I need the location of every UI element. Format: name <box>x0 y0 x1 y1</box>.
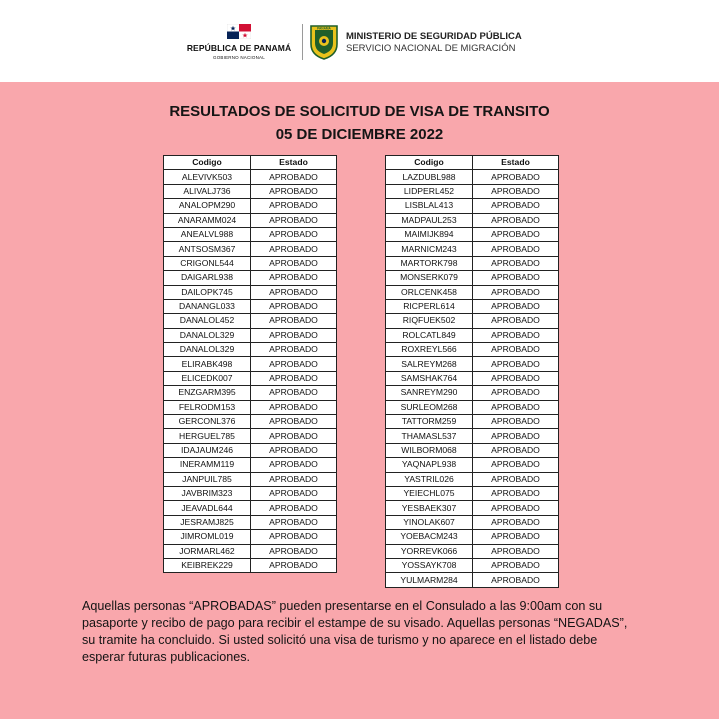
codigo-cell: THAMASL537 <box>386 429 473 443</box>
table-row <box>164 501 337 515</box>
table-row <box>164 285 337 299</box>
table-row <box>386 299 559 313</box>
table-row <box>386 530 559 544</box>
codigo-cell: ANALOPM290 <box>164 199 251 213</box>
codigo-cell: ELICEDK007 <box>164 371 251 385</box>
table-row <box>386 386 559 400</box>
table-row <box>386 328 559 342</box>
table-row <box>386 458 559 472</box>
codigo-cell: CRIGONL544 <box>164 256 251 270</box>
codigo-cell: ROXREYL566 <box>386 343 473 357</box>
estado-cell: APROBADO <box>473 429 559 443</box>
table-row <box>386 429 559 443</box>
estado-cell: APROBADO <box>473 386 559 400</box>
codigo-cell: MONSERK079 <box>386 271 473 285</box>
republic-title: REPÚBLICA DE PANAMÁ <box>186 43 292 53</box>
estado-cell: APROBADO <box>473 199 559 213</box>
table-row <box>164 170 337 184</box>
table-row <box>164 343 337 357</box>
table-row <box>164 199 337 213</box>
estado-cell: APROBADO <box>251 400 337 414</box>
table-row <box>164 256 337 270</box>
estado-cell: APROBADO <box>473 314 559 328</box>
table-row <box>164 271 337 285</box>
table-row <box>164 443 337 457</box>
estado-cell: APROBADO <box>473 515 559 529</box>
table-row <box>386 285 559 299</box>
document-title: RESULTADOS DE SOLICITUD DE VISA DE TRANSITO <box>169 103 550 120</box>
codigo-cell: WILBORM068 <box>386 443 473 457</box>
table-row <box>164 415 337 429</box>
codigo-cell: DANALOL329 <box>164 328 251 342</box>
table-row <box>386 443 559 457</box>
estado-cell: APROBADO <box>473 357 559 371</box>
estado-cell: APROBADO <box>473 371 559 385</box>
table-header-row <box>164 156 337 170</box>
codigo-cell: ORLCENK458 <box>386 285 473 299</box>
codigo-cell: DAIGARL938 <box>164 271 251 285</box>
table-row <box>386 314 559 328</box>
codigo-cell: YASTRIL026 <box>386 472 473 486</box>
codigo-cell: YEIECHL075 <box>386 486 473 500</box>
codigo-cell: SAMSHAK764 <box>386 371 473 385</box>
estado-cell: APROBADO <box>251 558 337 572</box>
estado-cell: APROBADO <box>473 558 559 572</box>
codigo-cell: ROLCATL849 <box>386 328 473 342</box>
codigo-cell: DANALOL329 <box>164 343 251 357</box>
results-table-left <box>163 155 337 573</box>
estado-cell: APROBADO <box>251 242 337 256</box>
column-header-codigo: Codigo <box>164 156 251 170</box>
column-header-estado: Estado <box>473 156 559 170</box>
codigo-cell: JORMARL462 <box>164 544 251 558</box>
estado-cell: APROBADO <box>251 530 337 544</box>
estado-cell: APROBADO <box>251 328 337 342</box>
codigo-cell: ANEALVL988 <box>164 227 251 241</box>
estado-cell: APROBADO <box>251 285 337 299</box>
estado-cell: APROBADO <box>251 299 337 313</box>
codigo-cell: MARNICM243 <box>386 242 473 256</box>
table-row <box>386 371 559 385</box>
codigo-cell: GERCONL376 <box>164 415 251 429</box>
codigo-cell: MARTORK798 <box>386 256 473 270</box>
table-row <box>164 357 337 371</box>
codigo-cell: YORREVK066 <box>386 544 473 558</box>
codigo-cell: LIDPERL452 <box>386 184 473 198</box>
table-row <box>164 458 337 472</box>
table-row <box>164 472 337 486</box>
table-row <box>164 486 337 500</box>
codigo-cell: YINOLAK607 <box>386 515 473 529</box>
codigo-cell: ENZGARM395 <box>164 386 251 400</box>
codigo-cell: ANTSOSM367 <box>164 242 251 256</box>
codigo-cell: MAIMIJK894 <box>386 227 473 241</box>
estado-cell: APROBADO <box>251 199 337 213</box>
table-row <box>164 429 337 443</box>
estado-cell: APROBADO <box>473 184 559 198</box>
table-row <box>164 314 337 328</box>
codigo-cell: YAQNAPL938 <box>386 458 473 472</box>
codigo-cell: FELRODM153 <box>164 400 251 414</box>
estado-cell: APROBADO <box>251 472 337 486</box>
estado-cell: APROBADO <box>251 443 337 457</box>
table-row <box>386 184 559 198</box>
table-row <box>386 213 559 227</box>
codigo-cell: YOEBACM243 <box>386 530 473 544</box>
table-row <box>164 371 337 385</box>
estado-cell: APROBADO <box>251 501 337 515</box>
estado-cell: APROBADO <box>473 486 559 500</box>
codigo-cell: TATTORM259 <box>386 415 473 429</box>
codigo-cell: ANARAMM024 <box>164 213 251 227</box>
estado-cell: APROBADO <box>251 271 337 285</box>
estado-cell: APROBADO <box>251 371 337 385</box>
ministry-block <box>346 31 522 54</box>
codigo-cell: JIMROML019 <box>164 530 251 544</box>
panama-flag-icon <box>227 24 251 39</box>
codigo-cell: YULMARM284 <box>386 573 473 587</box>
migration-shield-icon <box>309 24 339 60</box>
estado-cell: APROBADO <box>251 429 337 443</box>
table-row <box>164 213 337 227</box>
codigo-cell: RIQFUEK502 <box>386 314 473 328</box>
table-row <box>386 357 559 371</box>
table-row <box>164 558 337 572</box>
estado-cell: APROBADO <box>473 271 559 285</box>
table-header-row <box>386 156 559 170</box>
codigo-cell: DANALOL452 <box>164 314 251 328</box>
table-row <box>386 199 559 213</box>
codigo-cell: MADPAUL253 <box>386 213 473 227</box>
results-table-right <box>385 155 559 588</box>
table-row <box>386 472 559 486</box>
codigo-cell: KEIBREK229 <box>164 558 251 572</box>
estado-cell: APROBADO <box>473 443 559 457</box>
estado-cell: APROBADO <box>473 472 559 486</box>
codigo-cell: YOSSAYK708 <box>386 558 473 572</box>
codigo-cell: JANPUIL785 <box>164 472 251 486</box>
codigo-cell: ALIVALJ736 <box>164 184 251 198</box>
codigo-cell: DANANGL033 <box>164 299 251 313</box>
estado-cell: APROBADO <box>251 213 337 227</box>
estado-cell: APROBADO <box>473 227 559 241</box>
estado-cell: APROBADO <box>473 530 559 544</box>
estado-cell: APROBADO <box>251 515 337 529</box>
codigo-cell: HERGUEL785 <box>164 429 251 443</box>
document-date: 05 DE DICIEMBRE 2022 <box>275 126 444 143</box>
table-row <box>386 486 559 500</box>
header-divider <box>302 24 303 60</box>
table-row <box>386 573 559 587</box>
codigo-cell: JAVBRIM323 <box>164 486 251 500</box>
table-row <box>386 501 559 515</box>
codigo-cell: JESRAMJ825 <box>164 515 251 529</box>
estado-cell: APROBADO <box>473 285 559 299</box>
estado-cell: APROBADO <box>473 299 559 313</box>
table-row <box>386 271 559 285</box>
estado-cell: APROBADO <box>473 328 559 342</box>
codigo-cell: SURLEOM268 <box>386 400 473 414</box>
table-row <box>164 242 337 256</box>
header-bar <box>0 0 719 82</box>
table-row <box>164 515 337 529</box>
estado-cell: APROBADO <box>473 415 559 429</box>
republic-logo-block <box>183 24 295 60</box>
estado-cell: APROBADO <box>473 242 559 256</box>
estado-cell: APROBADO <box>473 544 559 558</box>
estado-cell: APROBADO <box>251 184 337 198</box>
ministry-subtitle: SERVICIO NACIONAL DE MIGRACIÓN <box>346 43 516 54</box>
codigo-cell: DAILOPK745 <box>164 285 251 299</box>
estado-cell: APROBADO <box>473 343 559 357</box>
shield-label: PANAMÁ <box>317 26 331 31</box>
codigo-cell: IDAJAUM246 <box>164 443 251 457</box>
table-row <box>164 400 337 414</box>
estado-cell: APROBADO <box>473 400 559 414</box>
estado-cell: APROBADO <box>473 458 559 472</box>
column-header-estado: Estado <box>251 156 337 170</box>
table-row <box>386 170 559 184</box>
table-row <box>386 558 559 572</box>
table-row <box>386 544 559 558</box>
table-row <box>164 530 337 544</box>
estado-cell: APROBADO <box>473 213 559 227</box>
codigo-cell: LISBLAL413 <box>386 199 473 213</box>
estado-cell: APROBADO <box>251 357 337 371</box>
estado-cell: APROBADO <box>251 415 337 429</box>
table-row <box>386 415 559 429</box>
table-row <box>164 184 337 198</box>
table-row <box>386 242 559 256</box>
codigo-cell: LAZDUBL988 <box>386 170 473 184</box>
estado-cell: APROBADO <box>251 314 337 328</box>
estado-cell: APROBADO <box>251 486 337 500</box>
table-row <box>386 227 559 241</box>
ministry-title: MINISTERIO DE SEGURIDAD PÚBLICA <box>346 31 522 42</box>
estado-cell: APROBADO <box>251 170 337 184</box>
table-row <box>386 343 559 357</box>
estado-cell: APROBADO <box>473 256 559 270</box>
table-row <box>386 400 559 414</box>
estado-cell: APROBADO <box>473 573 559 587</box>
table-row <box>164 227 337 241</box>
estado-cell: APROBADO <box>251 386 337 400</box>
estado-cell: APROBADO <box>473 170 559 184</box>
estado-cell: APROBADO <box>251 343 337 357</box>
codigo-cell: RICPERL614 <box>386 299 473 313</box>
codigo-cell: ELIRABK498 <box>164 357 251 371</box>
estado-cell: APROBADO <box>473 501 559 515</box>
estado-cell: APROBADO <box>251 544 337 558</box>
footer-notice: Aquellas personas “APROBADAS” pueden presentarse en el Consulado a las 9:00am con su pasaporte y recibo de pago para recibir el estampe de su visado. Aquellas personas “NEGADAS”, su tramite ha concluido. Si usted solicitó una visa de turismo y no aparece en el listado debe esperar futuras publicaciones. <box>82 599 628 664</box>
codigo-cell: SALREYM268 <box>386 357 473 371</box>
codigo-cell: YESBAEK307 <box>386 501 473 515</box>
table-row <box>386 515 559 529</box>
column-header-codigo: Codigo <box>386 156 473 170</box>
table-row <box>164 544 337 558</box>
estado-cell: APROBADO <box>251 256 337 270</box>
table-row <box>164 386 337 400</box>
codigo-cell: INERAMM119 <box>164 458 251 472</box>
codigo-cell: SANREYM290 <box>386 386 473 400</box>
estado-cell: APROBADO <box>251 227 337 241</box>
table-row <box>164 328 337 342</box>
codigo-cell: ALEVIVK503 <box>164 170 251 184</box>
table-row <box>386 256 559 270</box>
estado-cell: APROBADO <box>251 458 337 472</box>
table-row <box>164 299 337 313</box>
codigo-cell: JEAVADL644 <box>164 501 251 515</box>
republic-subtitle: GOBIERNO NACIONAL <box>213 55 265 60</box>
